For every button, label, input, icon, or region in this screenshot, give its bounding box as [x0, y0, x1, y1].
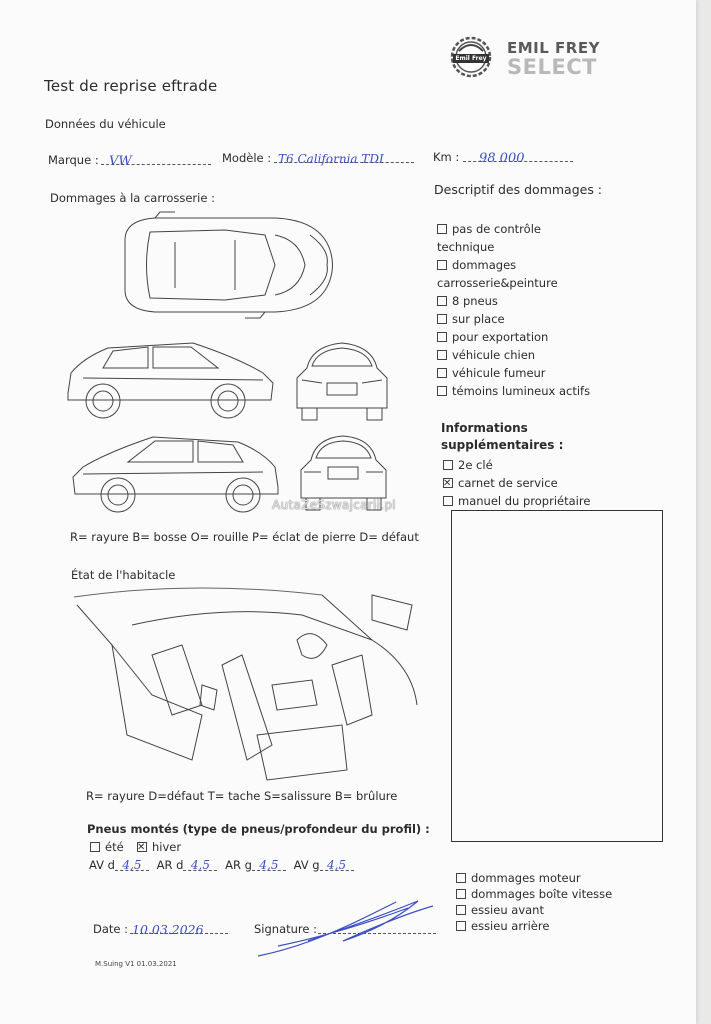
watermark: AutaZeSzwajcarii.pl: [272, 498, 396, 512]
av-g-value: 4,5: [327, 858, 347, 872]
date-field[interactable]: [130, 919, 228, 937]
av-d-field[interactable]: [115, 856, 149, 871]
moteur-item-moteur[interactable]: dommages moteur: [456, 870, 676, 886]
descriptif-item-controle-line2: technique: [437, 240, 495, 254]
checkbox[interactable]: [437, 260, 447, 270]
checkbox[interactable]: [456, 905, 466, 915]
km-field[interactable]: [463, 147, 573, 166]
av-g-label: AV g: [293, 858, 320, 872]
carrosserie-title: Dommages à la carrosserie :: [50, 191, 215, 205]
checkbox-checked[interactable]: [443, 478, 453, 488]
infos-title-line1: Informations: [441, 421, 528, 435]
descriptif-item-fumeur[interactable]: véhicule fumeur: [437, 364, 637, 382]
car-top-view-diagram[interactable]: [115, 210, 340, 320]
ar-g-value: 4,5: [259, 858, 279, 872]
checkbox[interactable]: [437, 386, 447, 396]
infos-item-carnet[interactable]: ✕carnet de service: [443, 474, 663, 492]
car-side-left-diagram[interactable]: [63, 338, 278, 423]
moteur-item-boite[interactable]: dommages boîte vitesse: [456, 886, 676, 902]
checkbox[interactable]: [456, 921, 466, 931]
carrosserie-legend: R= rayure B= bosse O= rouille P= éclat de pierre D= défaut: [70, 530, 419, 544]
logo-text-line1: EMIL FREY: [507, 39, 600, 57]
ar-d-field[interactable]: [183, 856, 217, 871]
infos-item-cle[interactable]: 2e clé: [443, 456, 663, 474]
moteur-list: [456, 870, 676, 934]
interior-diagram[interactable]: [72, 585, 427, 785]
pneus-depths: [89, 856, 354, 874]
page-title: Test de reprise eftrade: [44, 77, 218, 95]
checkbox[interactable]: [456, 889, 466, 899]
date-label: Date :: [93, 922, 129, 936]
checkbox[interactable]: [437, 368, 447, 378]
car-side-right-diagram[interactable]: [68, 432, 283, 517]
descriptif-list: [437, 220, 637, 400]
moteur-item-essieu-avant[interactable]: essieu avant: [456, 902, 676, 918]
checkbox[interactable]: [437, 350, 447, 360]
checkbox[interactable]: [437, 224, 447, 234]
modele-value: T6 California TDI: [278, 152, 384, 166]
ar-g-label: AR g: [225, 858, 252, 872]
hiver-label: hiver: [151, 840, 182, 854]
modele-label: Modèle :: [222, 151, 272, 165]
modele-field[interactable]: [274, 148, 414, 166]
vehicle-section-title: Données du véhicule: [45, 117, 166, 131]
pneus-title: Pneus montés (type de pneus/profondeur du profil) :: [87, 822, 430, 836]
infos-title-line2: supplémentaires :: [441, 438, 564, 452]
ete-label: été: [105, 840, 124, 854]
infos-list: [443, 456, 663, 510]
date-value: 10.03.2026: [132, 922, 204, 937]
descriptif-item-carrosserie[interactable]: dommages: [437, 256, 637, 274]
notes-box[interactable]: [451, 510, 663, 842]
moteur-item-essieu-arriere[interactable]: essieu arrière: [456, 918, 676, 934]
ar-d-label: AR d: [156, 858, 184, 872]
descriptif-item-carrosserie-line2: carrosserie&peinture: [437, 276, 558, 290]
descriptif-item-temoins[interactable]: témoins lumineux actifs: [437, 382, 637, 400]
marque-label: Marque :: [48, 153, 99, 167]
checkbox[interactable]: [437, 332, 447, 342]
ar-g-field[interactable]: [252, 856, 286, 871]
habitacle-title: État de l'habitacle: [71, 568, 176, 582]
checkbox[interactable]: [443, 496, 453, 506]
checkbox[interactable]: [437, 314, 447, 324]
infos-item-manuel[interactable]: manuel du propriétaire: [443, 492, 663, 510]
marque-value: VW: [109, 154, 132, 169]
checkbox[interactable]: [443, 460, 453, 470]
km-label: Km :: [433, 150, 460, 164]
infos-title: [441, 420, 563, 454]
signature-label: Signature :: [254, 922, 318, 936]
brand-logo: [445, 33, 605, 83]
descriptif-title: Descriptif des dommages :: [434, 182, 603, 197]
pneus-season: [90, 838, 181, 856]
checkbox[interactable]: [456, 873, 466, 883]
marque-field[interactable]: [101, 150, 211, 169]
logo-text-line2: SELECT: [507, 55, 597, 79]
checkbox[interactable]: [437, 296, 447, 306]
ete-checkbox[interactable]: [90, 842, 100, 852]
descriptif-item-chien[interactable]: véhicule chien: [437, 346, 637, 364]
hiver-checkbox[interactable]: [137, 842, 147, 852]
car-front-view-diagram[interactable]: [292, 338, 392, 423]
descriptif-item-controle[interactable]: pas de contrôle: [437, 220, 637, 238]
av-d-value: 4,5: [122, 858, 142, 872]
form-version: M.Suing V1 01.03.2021: [95, 960, 177, 968]
habitacle-legend: R= rayure D=défaut T= tache S=salissure B= brûlure: [86, 789, 398, 803]
descriptif-item-export[interactable]: pour exportation: [437, 328, 637, 346]
descriptif-item-pneus[interactable]: 8 pneus: [437, 292, 637, 310]
descriptif-item-place[interactable]: sur place: [437, 310, 637, 328]
km-value: 98 000: [479, 151, 525, 166]
ar-d-value: 4,5: [190, 858, 210, 872]
signature-scribble-icon: [248, 886, 448, 966]
av-d-label: AV d: [89, 858, 115, 872]
av-g-field[interactable]: [320, 856, 354, 871]
logo-emblem-text: Emil Frey: [455, 55, 487, 62]
